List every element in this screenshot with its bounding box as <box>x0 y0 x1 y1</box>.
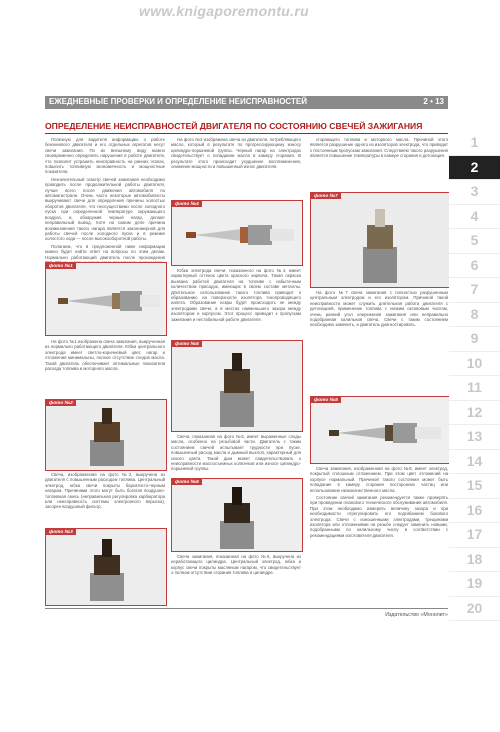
page-number: 2 • 13 <box>423 97 444 106</box>
chapter-tab-17[interactable]: 17 <box>449 523 500 548</box>
chapter-tab-12[interactable]: 12 <box>449 401 500 426</box>
intro-paragraph-2: Незначительный осмотр свечей зажигания необходимо проводить после продолжительной работы двигателя, лучше всего после движения автомобиля по автомагистрали. Очень часто некоторые автомобилисты выкручивают свечи для определения причины холостых оборотов двигателя, что неосуществимо после холодного пуска при определенной температуре окружающего воздуха, и, обнаружив черный нагар, делают неправильный вывод. Хотя на самом деле причина возникновения такого нагара является закономерной для работы свечей после холодного пуска и в режиме холостого хода — после высокооборотной работы. <box>45 176 165 242</box>
caption-photo-7 <box>310 290 448 330</box>
chapter-tab-15[interactable]: 15 <box>449 474 500 499</box>
spark-plug-icon <box>311 193 449 287</box>
photo-label: фото №4 <box>172 201 202 207</box>
caption-text-6: Свеча зажигания, показанная на фото №6, выкручена из неработающего цилиндра. Центральный электрод, юбка и корпус свечи покрыты масляным нагаром, что свидетельствует о полном отсутствии сгорания топлива в цилиндре. <box>171 554 301 576</box>
chapter-tab-14[interactable]: 14 <box>449 450 500 475</box>
spark-plug-icon <box>46 400 166 470</box>
caption-photo-1 <box>45 339 165 373</box>
photo-label: фото №6 <box>172 479 202 485</box>
caption-text-4: Юбка электрода свечи, показанного на фото №4, имеет характерный оттенок цвета красного кирпича. Такая окраска вызвана работой двигателя на топливе с избыточным количеством присадок, имеющих в своем составе металлы. Длительное использование такого топлива приводит к образованию на поверхности изолятора токопроводящего налета. Образование искры будет происходить не между электродами свечи, а в местах наименьшего зазора между изолятором и корпусом. Этот процесс приводит к пропускам зажигания и нестабильной работе двигателя. <box>171 268 301 322</box>
column-1-intro <box>45 137 165 267</box>
caption-photo-4 <box>171 268 301 324</box>
spark-plug-icon <box>172 201 302 265</box>
caption-text-7: На фото №7 свеча зажигания с полностью разрушенным центральным электродом и его изолятором. Причиной такой неисправности может служить длительная работа двигателя с детонацией, применение топлива с низким октановым числом, очень ранний угол опережения зажигания или неправильно подобранная калильная свеча. Свечи с таким состоянием необходимо заменить, а двигатель диагностировать. <box>310 290 448 328</box>
chapter-tab-4[interactable]: 4 <box>449 205 500 230</box>
chapter-tab-20[interactable]: 20 <box>449 597 500 622</box>
spark-plug-icon <box>172 341 302 431</box>
photo-label: фото №8 <box>311 397 341 403</box>
caption-text-5: Свеча, показанная на фото №5, имеет выраженные следы масла, особенно на резьбовой части. Двигатель с таким состоянием свечей испытывает трудности при пуске, повышенный расход масла и дымный выхлоп, характерный для сизого цвета. Такой дым может свидетельствовать о неисправности маслосъемных колпачков или износе цилиндро-поршневой группы. <box>171 434 301 472</box>
column-3-text: сгорающего топлива и моторного масла. Причиной этого является разрушение одного из изоляторов электрода, что приводит к постоянным пропускам зажигания. Следствием такого разрушения является повышение температуры в камере сгорания и детонация. <box>310 137 448 159</box>
spark-plug-icon <box>46 263 166 335</box>
caption-text-8b: Состояние свечей зажигания рекомендуется также проверять при проведении планового технического обслуживания автомобиля. При этом необходимо измерить величину зазора и при необходимости отрегулировать его подгибанием бокового электрода. Свечи с изношенными электродами, трещинами изолятора или отложениями на резьбе следует заменить новыми, подобранными по калильному числу в соответствии с рекомендациями изготовителя двигателя. <box>310 495 448 538</box>
caption-text-1: На фото №1 изображена свеча зажигания, выкрученная из нормально работающего двигателя. Юбка центрального электрода имеет светло-коричневый цвет, нагар и отложения минимальны, полное отсутствие следов масла. Такой двигатель обеспечивает оптимальные показатели расхода топлива и моторного масла. <box>45 339 165 372</box>
site-watermark: www.knigaporemontu.ru <box>139 3 309 19</box>
column-3-top <box>310 137 448 161</box>
photo-7 <box>310 192 450 288</box>
intro-paragraph-3: Полагаем, что в предложенной ниже информации можно будет найти ответ на вопросы по этим делам. Нормально работающий двигатель после прохождения <box>45 243 165 260</box>
chapter-tab-1[interactable]: 1 <box>449 131 500 156</box>
chapter-tab-2[interactable]: 2 <box>449 156 500 181</box>
chapter-tab-16[interactable]: 16 <box>449 499 500 524</box>
photo-label: фото №7 <box>311 193 341 199</box>
photo-label: фото №1 <box>46 263 76 269</box>
title-divider <box>45 133 448 134</box>
photo-3 <box>45 528 167 606</box>
chapter-tab-18[interactable]: 18 <box>449 548 500 573</box>
spark-plug-icon <box>172 479 302 551</box>
caption-text-3: На фото №3 изображена свеча из двигателя, потребляющего масло, который в результате по прогрессирующему износу цилиндро-поршневой группы. Черный нагар на электродах свидетельствует о попадании масла в камеру сгорания. В результате этого происходит ухудшение воспламенения, снижение мощности и повышенный износ двигателя. <box>171 137 301 170</box>
spark-plug-icon <box>46 529 166 605</box>
photo-label: фото №2 <box>46 400 76 406</box>
photo-5 <box>171 340 303 432</box>
caption-text-8: Свеча зажигания, изображенная на фото №8, имеет электрод, покрытый сплошным отложением. При этом цвет отложений на корпусе нормальный. Причиной такого состояния может быть попадание в камеру сгорания посторонних частиц или использование низкокачественного масла. <box>310 466 448 493</box>
chapter-tab-8[interactable]: 8 <box>449 303 500 328</box>
photo-label: фото №5 <box>172 341 202 347</box>
chapter-tab-9[interactable]: 9 <box>449 327 500 352</box>
chapter-tab-13[interactable]: 13 <box>449 425 500 450</box>
caption-photo-6 <box>171 554 301 578</box>
chapter-title: ЕЖЕДНЕВНЫЕ ПРОВЕРКИ И ОПРЕДЕЛЕНИЕ НЕИСПРАВНОСТЕЙ <box>49 97 307 106</box>
caption-photo-8 <box>310 466 448 540</box>
photo-4 <box>171 200 303 266</box>
section-title: ОПРЕДЕЛЕНИЕ НЕИСПРАВНОСТЕЙ ДВИГАТЕЛЯ ПО СОСТОЯНИЮ СВЕЧЕЙ ЗАЖИГАНИЯ <box>45 121 423 131</box>
photo-8 <box>310 396 450 464</box>
intro-paragraph: Полезную для водителя информацию о работе бензинового двигателя и его отдельных агрегатов несут свечи зажигания. По их внешнему виду можно своевременно определить нарушения в работе двигателя, что позволит устранить неисправность на ранних этапах, повысить топливную экономичность и мощностные показатели. <box>45 137 165 175</box>
photo-2 <box>45 399 167 471</box>
publisher-name: Издательство «Монолит» <box>385 612 448 618</box>
photo-6 <box>171 478 303 552</box>
chapter-tab-11[interactable]: 11 <box>449 376 500 401</box>
chapter-tab-5[interactable]: 5 <box>449 229 500 254</box>
chapter-tab-7[interactable]: 7 <box>449 278 500 303</box>
chapter-tab-3[interactable]: 3 <box>449 180 500 205</box>
caption-text-2: Свеча, изображенная на фото №2, выкручена из двигателя с повышенным расходом топлива. Центральный электрод, юбка свечи покрыты бархатисто-черным нагаром. Причинами этого могут быть богатая воздушно-топливная смесь (неправильная регулировка карбюратора или неисправность системы электронного впрыска), засорен воздушный фильтр. <box>45 472 165 510</box>
caption-photo-5 <box>171 434 301 474</box>
caption-photo-2 <box>45 472 165 512</box>
footer-divider <box>45 608 448 609</box>
chapter-tab-10[interactable]: 10 <box>449 352 500 377</box>
photo-1 <box>45 262 167 336</box>
chapter-tab-6[interactable]: 6 <box>449 254 500 279</box>
chapter-tabs <box>449 131 500 621</box>
column-2-top <box>171 137 301 171</box>
chapter-header-bar <box>45 96 448 109</box>
chapter-tab-19[interactable]: 19 <box>449 572 500 597</box>
spark-plug-icon <box>311 397 449 463</box>
photo-label: фото №3 <box>46 529 76 535</box>
